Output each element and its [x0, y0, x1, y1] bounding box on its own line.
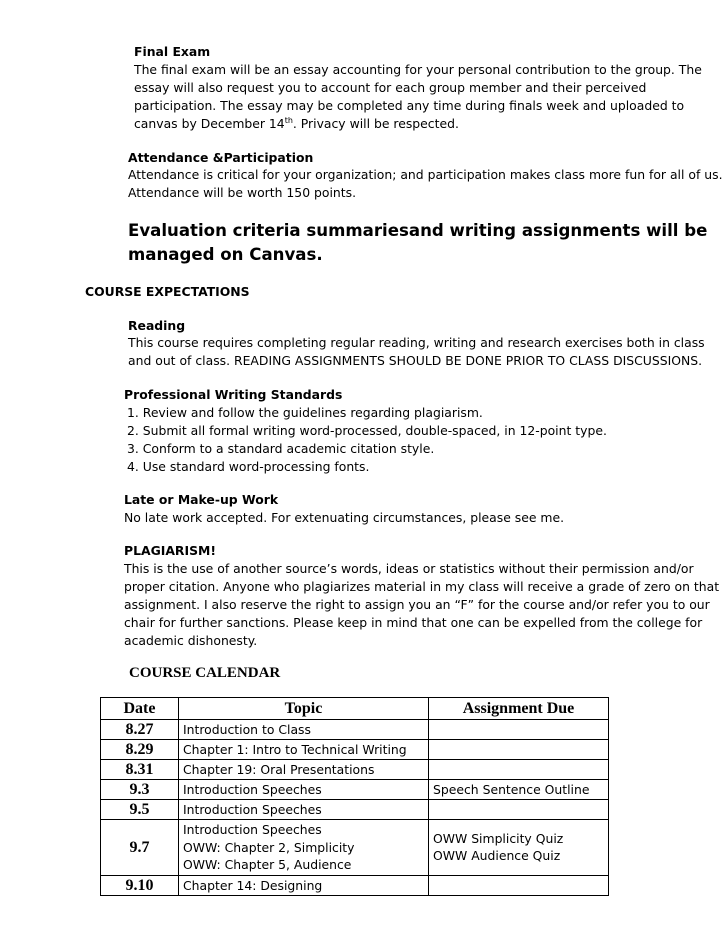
final-exam-line-1: The final exam will be an essay accounting for your personal contribution to the group. The [134, 62, 702, 77]
row-topic: Chapter 1: Intro to Technical Writing [179, 740, 429, 760]
column-header-date: Date [101, 698, 179, 720]
row-assignment [429, 800, 609, 820]
final-exam-line-3: participation. The essay may be completed any time during finals week and uploaded to [134, 98, 685, 113]
writing-standard-item: 3. Conform to a standard academic citation style. [127, 441, 435, 456]
row-topic-line: OWW: Chapter 2, Simplicity [183, 839, 355, 855]
plagiarism-line: assignment. I also reserve the right to assign you an “F” for the course and/or refer you to our [124, 597, 710, 612]
final-exam-date: canvas by December 14 [134, 116, 285, 131]
reading-line-2: and out of class. READING ASSIGNMENTS SHOULD BE DONE PRIOR TO CLASS DISCUSSIONS. [128, 353, 703, 368]
row-topic: Introduction to Class [179, 720, 429, 740]
plagiarism-line: chair for further sanctions. Please keep in mind that one can be expelled from the college for [124, 615, 703, 630]
row-assignment-line: OWW Audience Quiz [433, 848, 561, 864]
row-topic: Chapter 14: Designing [179, 875, 429, 895]
reading-line-1: This course requires completing regular reading, writing and research exercises both in class [128, 335, 705, 350]
column-header-assignment: Assignment Due [429, 698, 609, 720]
attendance-line-2: Attendance will be worth 150 points. [128, 185, 357, 200]
table-row [101, 800, 609, 820]
reading-heading: Reading [128, 318, 186, 333]
row-date: 9.10 [101, 875, 179, 895]
plagiarism-heading: PLAGIARISM! [124, 543, 216, 558]
row-date: 9.7 [101, 820, 179, 876]
plagiarism-line: academic dishonesty. [124, 633, 258, 648]
evaluation-line-1: Evaluation criteria summariesand writing assignments will be [128, 221, 708, 240]
final-exam-date-suffix: th [284, 115, 293, 125]
attendance-line-1: Attendance is critical for your organization; and participation makes class more fun for all of us. [128, 167, 723, 182]
attendance-heading: Attendance &Participation [128, 150, 314, 165]
writing-standard-item: 2. Submit all formal writing word-processed, double-spaced, in 12-point type. [127, 423, 607, 438]
course-calendar-table [100, 697, 609, 896]
plagiarism-line: This is the use of another source’s words, ideas or statistics without their permission and/or [124, 561, 694, 576]
table-row [101, 820, 609, 876]
final-exam-line-2: essay will also request you to account for each group member and their perceived [134, 80, 647, 95]
row-date: 8.29 [101, 740, 179, 760]
final-exam-heading: Final Exam [134, 44, 211, 59]
table-row [101, 875, 609, 895]
row-assignment [429, 740, 609, 760]
row-assignment [429, 875, 609, 895]
late-work-heading: Late or Make-up Work [124, 492, 279, 507]
writing-standard-item: 4. Use standard word-processing fonts. [127, 459, 370, 474]
writing-standards-heading: Professional Writing Standards [124, 387, 343, 402]
row-topic: Introduction Speeches [179, 800, 429, 820]
row-date: 8.31 [101, 760, 179, 780]
final-exam-line-4 [134, 115, 459, 133]
course-calendar-heading: COURSE CALENDAR [129, 665, 281, 681]
row-assignment [429, 820, 609, 876]
plagiarism-line: proper citation. Anyone who plagiarizes material in my class will receive a grade of zero on that [124, 579, 720, 594]
row-date: 8.27 [101, 720, 179, 740]
row-topic-line: Introduction Speeches [183, 822, 322, 837]
final-exam-privacy: . Privacy will be respected. [292, 116, 459, 131]
column-header-topic: Topic [179, 698, 429, 720]
row-date: 9.5 [101, 800, 179, 820]
row-assignment: Speech Sentence Outline [429, 780, 609, 800]
row-date: 9.3 [101, 780, 179, 800]
row-assignment [429, 760, 609, 780]
writing-standard-item: 1. Review and follow the guidelines regarding plagiarism. [127, 405, 483, 420]
row-topic: Chapter 19: Oral Presentations [179, 760, 429, 780]
table-row [101, 780, 609, 800]
row-assignment-line: OWW Simplicity Quiz [433, 830, 564, 846]
table-row [101, 760, 609, 780]
evaluation-line-2: managed on Canvas. [128, 245, 323, 264]
table-row [101, 740, 609, 760]
late-work-line-1: No late work accepted. For extenuating circumstances, please see me. [124, 510, 565, 525]
row-topic-line: OWW: Chapter 5, Audience [183, 857, 352, 872]
row-assignment [429, 720, 609, 740]
table-header-row [101, 698, 609, 720]
table-row [101, 720, 609, 740]
row-topic: Introduction Speeches [179, 780, 429, 800]
course-expectations-heading: COURSE EXPECTATIONS [85, 284, 250, 299]
row-topic [179, 820, 429, 876]
